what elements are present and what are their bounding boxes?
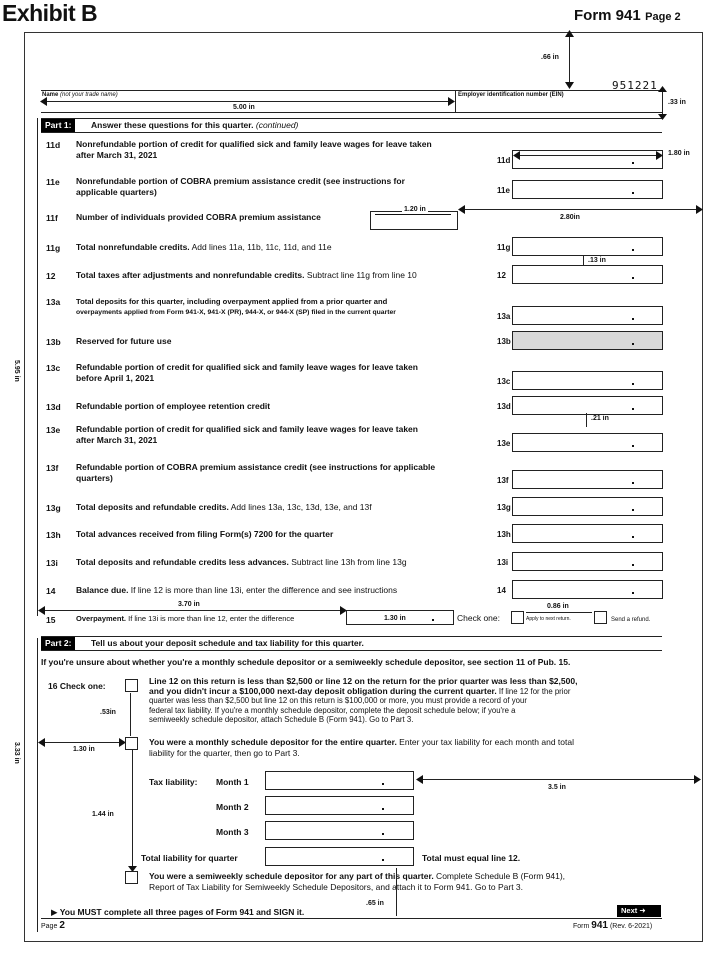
line-text-main [76, 424, 418, 435]
decimal-point [382, 859, 384, 861]
line-amount-input[interactable] [512, 371, 663, 390]
line-text [76, 529, 333, 540]
line-number: 12 [46, 271, 56, 281]
next-button[interactable] [617, 905, 661, 917]
option1-line2-rest: If line 12 for the prior [496, 686, 571, 696]
f11-box-arrow [375, 214, 451, 215]
line-text [76, 585, 397, 596]
measure-checkbox-gap: 0.86 in [547, 603, 569, 610]
send-refund-checkbox[interactable] [594, 611, 607, 624]
line-text [76, 336, 171, 347]
line-number: 14 [46, 586, 56, 596]
part2-header [41, 636, 662, 651]
decimal-point [632, 564, 634, 566]
measure-row-gap: .13 in [588, 257, 606, 264]
arrowhead-right-icon [448, 97, 455, 106]
part1-header [41, 118, 662, 133]
name-bottom-rule [41, 112, 662, 113]
left-height-arrow [37, 118, 38, 616]
p2-left-height-arrow [37, 638, 38, 932]
line-text-main [76, 139, 432, 150]
line-text [76, 462, 435, 484]
line-text-main [76, 557, 407, 568]
line-label: Refundable portion of COBRA premium assistance credit (see instructions for applicable [76, 462, 436, 472]
measure-cb-height: .53in [100, 709, 116, 716]
line-text [76, 139, 432, 161]
arrowhead-left-icon [40, 97, 47, 106]
footer-page-label: Page [41, 923, 58, 930]
option2-text [149, 737, 574, 759]
decimal-point [632, 249, 634, 251]
line-text-continued: applicable quarters) [76, 187, 157, 197]
line-amount-input[interactable] [512, 150, 663, 169]
option1-text [149, 677, 577, 725]
line-text-main [76, 502, 372, 513]
line-code: 13g [497, 503, 511, 512]
tax-right-arrow [419, 779, 697, 780]
line-15-note: If line 13i is more than line 12, enter the difference [126, 614, 295, 623]
option1-line2-bold: and you didn't incur a $100,000 next-day deposit obligation during the current quarter. [149, 685, 497, 696]
part1-title [91, 119, 298, 132]
measure-tax-height: 1.44 in [92, 811, 114, 818]
form-header-page: Page 2 [645, 11, 681, 23]
footer-rule [41, 918, 662, 919]
line-amount-input[interactable] [512, 265, 663, 284]
total-must-equal: Total must equal line 12. [422, 853, 521, 863]
line-text-continued: after March 31, 2021 [76, 435, 158, 445]
line-number: 13h [46, 530, 61, 540]
line-number: 11d [46, 140, 61, 150]
option1-line1: Line 12 on this return is less than $2,500 or line 12 on the return for the prior quarter was less than $2,500, [149, 676, 578, 686]
decimal-point [632, 318, 634, 320]
line-label: Total deposits and refundable credits. [76, 502, 229, 512]
measure-bottom-gap: .65 in [366, 900, 384, 907]
line-16-label: 16 Check one: [48, 681, 106, 691]
footer-page [41, 921, 65, 931]
decimal-point [632, 445, 634, 447]
decimal-point [632, 536, 634, 538]
box-width-arrow [515, 155, 660, 156]
month2-label: Month 2 [216, 802, 249, 812]
line-label: Refundable portion of credit for qualified sick and family leave wages for leave taken [76, 424, 418, 434]
name-width-arrow [42, 101, 452, 102]
option1-line5: semiweekly schedule depositor, attach Schedule B (Form 941). Go to Part 3. [149, 715, 414, 724]
line-amount-input[interactable] [512, 470, 663, 489]
month1-label: Month 1 [216, 777, 249, 787]
decimal-point [382, 783, 384, 785]
line-text-continued: overpayments applied from Form 941-X, 941-X (PR), 944-X, or 944-X (SP) filed in the current quarter [76, 309, 396, 316]
line-text-continued: before April 1, 2021 [76, 373, 155, 383]
line-number: 13d [46, 402, 61, 412]
check-one-label: Check one: [457, 613, 500, 623]
line-number: 13e [46, 425, 61, 435]
line-text [76, 362, 418, 384]
measure-overpay-left: 3.70 in [178, 601, 200, 608]
line-label: Number of individuals provided COBRA premium assistance [76, 212, 321, 222]
decimal-point [632, 592, 634, 594]
line-code: 11g [497, 243, 511, 252]
option3-line1 [149, 871, 565, 882]
line-number: 13c [46, 363, 61, 373]
line-amount-input[interactable] [512, 552, 663, 571]
line-note: Add lines 13a, 13c, 13d, 13e, and 13f [228, 502, 372, 512]
line-15-text [76, 613, 294, 624]
arrowhead-up-icon [658, 86, 667, 92]
arrowhead-left-icon [38, 738, 45, 747]
option2-line2: liability for the quarter, then go to Part 3. [149, 748, 300, 758]
top-gap-arrow [569, 32, 570, 84]
line-label: Total taxes after adjustments and nonrefundable credits. [76, 270, 305, 280]
arrowhead-left-icon [38, 606, 45, 615]
line-label: Balance due. [76, 585, 129, 595]
send-refund-label: Send a refund. [611, 617, 651, 623]
line-label: Total deposits and refundable credits less advances. [76, 557, 289, 567]
line-text-main [76, 362, 418, 373]
month2-input[interactable] [265, 796, 414, 815]
row-gap2-arrow [586, 413, 587, 427]
option1-line3: quarter was less than $2,500 but line 12 on this return is $100,000 or more, you must provide a record of your [149, 696, 527, 705]
line-amount-input[interactable] [512, 180, 663, 199]
line-text-main [76, 270, 417, 281]
form-header [574, 8, 681, 24]
line-number: 13g [46, 503, 61, 513]
decimal-point [382, 808, 384, 810]
month1-input[interactable] [265, 771, 414, 790]
arrowhead-left-icon [513, 151, 520, 160]
decimal-point [632, 482, 634, 484]
line-text-main [76, 242, 332, 253]
line-text-continued: after March 31, 2021 [76, 150, 158, 160]
option3-text [149, 871, 565, 893]
measure-row-gap2: .21 in [591, 415, 609, 422]
line-text [76, 502, 372, 513]
checkbox-gap-arrow [526, 612, 592, 613]
measure-box-width: 1.80 in [668, 150, 690, 157]
line-15-label: Overpayment. [76, 614, 127, 623]
arrowhead-left-icon [458, 205, 465, 214]
line-number: 13i [46, 558, 58, 568]
arrowhead-right-icon [656, 151, 663, 160]
line-amount-input[interactable] [512, 237, 663, 256]
measure-overpay-box: 1.30 in [384, 615, 406, 622]
decimal-point [632, 408, 634, 410]
line-number: 11e [46, 177, 60, 187]
line-amount-input[interactable] [512, 580, 663, 599]
line-text [76, 242, 332, 253]
decimal-point [632, 162, 634, 164]
row-gap-arrow [583, 255, 584, 265]
line-code: 13b [497, 337, 511, 346]
option3-checkbox[interactable] [125, 871, 138, 884]
decimal-point [432, 619, 434, 621]
footer-rev: (Rev. 6-2021) [609, 923, 653, 930]
line-number: 13f [46, 463, 59, 473]
decimal-point [632, 343, 634, 345]
measure-tax-right: 3.5 in [548, 784, 566, 791]
decimal-point [632, 509, 634, 511]
line-note: Subtract line 13h from line 13g [288, 557, 407, 567]
line-text [76, 296, 396, 318]
part1-title-text: Answer these questions for this quarter. [91, 120, 254, 130]
arrow-right-icon: ➜ [639, 906, 646, 915]
apply-next-checkbox[interactable] [511, 611, 524, 624]
part1-title-note: (continued) [255, 120, 299, 130]
cb-indent-arrow [40, 742, 124, 743]
line-text-main [76, 462, 435, 473]
line-code: 14 [497, 586, 506, 595]
name-ein-divider [455, 90, 456, 112]
overpay-left-arrow [40, 610, 345, 611]
measure-col-width: 2.80in [560, 214, 580, 221]
line-amount-input [512, 331, 663, 350]
line-text [76, 557, 407, 568]
decimal-point [632, 192, 634, 194]
line-number: 13a [46, 297, 61, 307]
part2-intro: If you're unsure about whether you're a monthly schedule depositor or a semiweekly schedule depositor, see section 11 of Pub. 15. [41, 657, 571, 667]
total-liability-label: Total liability for quarter [141, 853, 238, 863]
arrowhead-right-icon [694, 775, 701, 784]
measure-left-height: 5.95 in [13, 360, 20, 382]
line-text-main [76, 401, 270, 412]
footer-must-complete-text: You MUST complete all three pages of Form 941 and SIGN it. [59, 907, 305, 917]
cb-height-arrow [130, 693, 131, 736]
form-header-form: Form 941 [574, 7, 641, 24]
line-note: Subtract line 11g from line 10 [304, 270, 417, 280]
line-text-main [76, 336, 171, 347]
option1-checkbox[interactable] [125, 679, 138, 692]
line-text-continued: quarters) [76, 473, 113, 483]
footer-form-num: 941 [591, 920, 608, 931]
footer-page-num: 2 [59, 920, 65, 931]
line-number: 11f [46, 213, 58, 223]
line-code: 13c [497, 377, 511, 386]
name-label-text: Name [42, 92, 59, 98]
part2-label: Part 2: [41, 637, 75, 650]
option3-line1-rest: Complete Schedule B (Form 941), [433, 871, 566, 881]
part2-title: Tell us about your deposit schedule and tax liability for this quarter. [91, 638, 364, 648]
line-code: 13e [497, 439, 511, 448]
decimal-point [632, 277, 634, 279]
name-top-rule [41, 90, 662, 91]
line-number: 11g [46, 243, 61, 253]
line-label: Nonrefundable portion of COBRA premium assistance credit (see instructions for [76, 176, 405, 186]
line-code: 11d [497, 156, 511, 165]
part1-label: Part 1: [41, 119, 75, 132]
measure-name-width: 5.00 in [233, 104, 255, 111]
option2-line1-bold: You were a monthly schedule depositor for the entire quarter. [149, 737, 397, 747]
col-width-arrow [460, 209, 700, 210]
month3-label: Month 3 [216, 827, 249, 837]
line-code: 13d [497, 402, 511, 411]
name-label [42, 92, 118, 98]
month3-input[interactable] [265, 821, 414, 840]
play-icon: ▶ [51, 907, 60, 917]
option3-line2: Report of Tax Liability for Semiweekly Schedule Depositors, and attach it to Form 941. Go to Part 3. [149, 882, 524, 892]
line-label: Total deposits for this quarter, including overpayment applied from a prior quarter and [76, 297, 388, 306]
line-label: Refundable portion of credit for qualified sick and family leave wages for leave taken [76, 362, 418, 372]
footer-form-label: Form [573, 923, 590, 930]
bottom-gap-arrow [396, 868, 397, 916]
line-text-main [76, 212, 321, 223]
line-code: 13h [497, 530, 511, 539]
total-liability-input[interactable] [265, 847, 414, 866]
arrowhead-down-icon [565, 82, 574, 89]
line-number: 13b [46, 337, 61, 347]
line-amount-input[interactable] [512, 433, 663, 452]
line-text-main [76, 529, 333, 540]
line-text-main [76, 585, 397, 596]
measure-p2-left-height: 3.33 in [13, 742, 20, 764]
line-amount-input[interactable] [512, 497, 663, 516]
line-15-number: 15 [46, 615, 56, 625]
footer-form [573, 921, 652, 931]
measure-top-gap: .66 in [541, 54, 559, 61]
line-code: 12 [497, 271, 506, 280]
line-label: Refundable portion of employee retention credit [76, 401, 271, 411]
footer-must-complete [51, 908, 304, 917]
tax-height-arrow [132, 750, 133, 870]
option1-line4: federal tax liability. If you're a monthly schedule depositor, complete the deposit schedule below; if you're a [149, 705, 516, 715]
apply-next-label: Apply to next return. [526, 616, 571, 622]
name-label-note: (not your trade name) [60, 92, 118, 98]
option2-line1-rest: Enter your tax liability for each month and total [396, 737, 574, 747]
line-code: 13f [497, 476, 509, 485]
next-button-label: Next [621, 906, 638, 915]
arrowhead-left-icon [416, 775, 423, 784]
line-text [76, 424, 418, 446]
line-label: Nonrefundable portion of credit for qualified sick and family leave wages for leave taken [76, 139, 432, 149]
line-amount-input[interactable] [512, 524, 663, 543]
option2-line1 [149, 737, 574, 748]
ein-label: Employer identification number (EIN) [458, 92, 564, 98]
line-code: 13a [497, 312, 511, 321]
line-text [76, 212, 321, 223]
option2-checkbox[interactable] [125, 737, 138, 750]
line-text [76, 176, 405, 198]
ein-code: 951221 [612, 79, 658, 92]
tax-liability-label: Tax liability: [149, 777, 198, 787]
exhibit-title: Exhibit B [2, 0, 98, 26]
option3-line1-bold: You were a semiweekly schedule depositor for any part of this quarter. [149, 871, 434, 881]
measure-ein-height: .33 in [668, 99, 686, 106]
decimal-point [382, 833, 384, 835]
line-note: Add lines 11a, 11b, 11c, 11d, and 11e [189, 242, 332, 252]
line-amount-input[interactable] [512, 306, 663, 325]
line-code: 11e [497, 186, 510, 195]
line-amount-input[interactable] [512, 396, 663, 415]
measure-cb-indent: 1.30 in [73, 746, 95, 753]
option1-line2 [149, 687, 577, 697]
line-note: If line 12 is more than line 13i, enter the difference and see instructions [128, 585, 398, 595]
measure-f11-box: 1.20 in [404, 206, 426, 213]
line-label: Total nonrefundable credits. [76, 242, 190, 252]
line-code: 13i [497, 558, 509, 567]
arrowhead-up-icon [565, 30, 574, 37]
arrowhead-right-icon [696, 205, 703, 214]
line-text [76, 401, 270, 412]
line-label: Total advances received from filing Form(s) 7200 for the quarter [76, 529, 334, 539]
line-label: Reserved for future use [76, 336, 172, 346]
line-text [76, 270, 417, 281]
line-text-main [76, 296, 396, 307]
line-text-main [76, 176, 405, 187]
decimal-point [632, 383, 634, 385]
